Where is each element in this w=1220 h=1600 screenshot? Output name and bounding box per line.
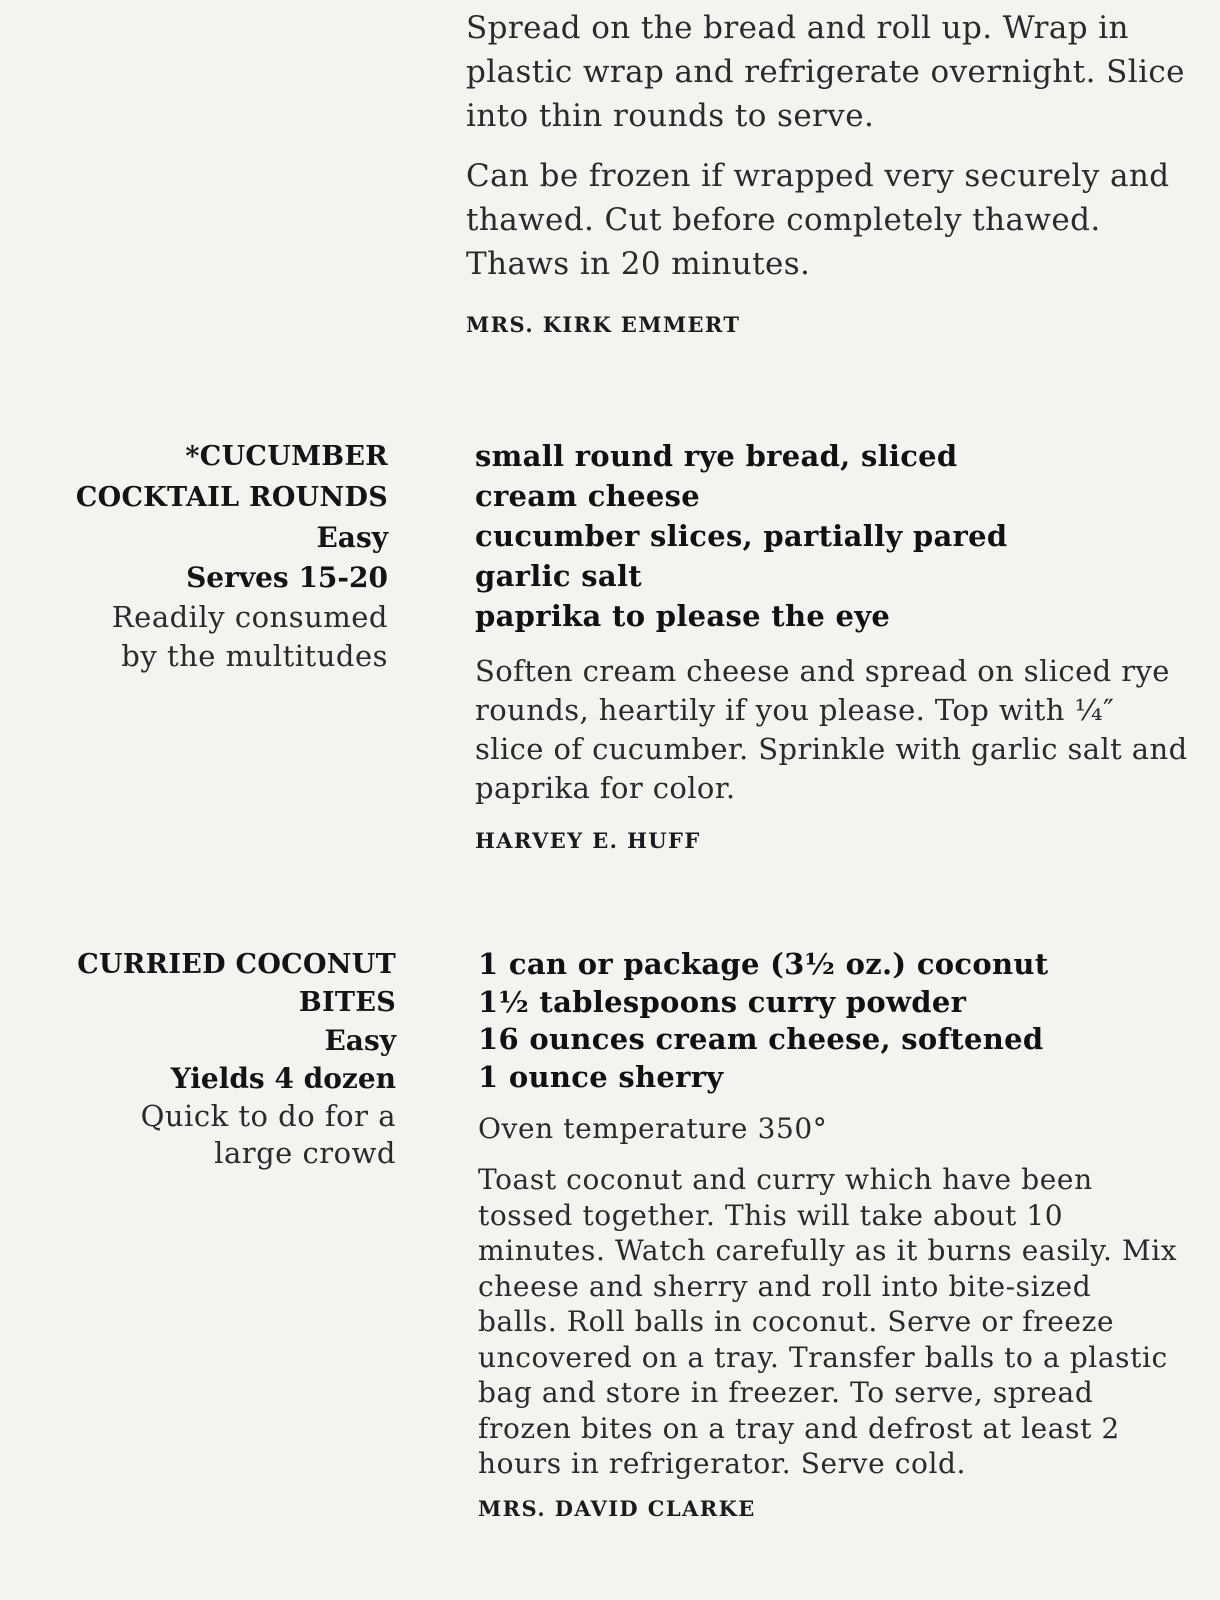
recipe-sidebar (40, 436, 388, 676)
oven-temperature: Oven temperature 350° (478, 1112, 828, 1145)
recipe-author: HARVEY E. HUFF (475, 828, 701, 853)
recipe-note-line: by the multitudes (121, 639, 388, 673)
recipe-difficulty: Easy (316, 521, 388, 554)
ingredient-item: 1½ tablespoons curry powder (478, 984, 967, 1019)
ingredient-item: paprika to please the eye (475, 599, 891, 633)
recipe-author: MRS. KIRK EMMERT (466, 312, 741, 337)
recipe-body (475, 436, 1190, 853)
recipe-title-line: *CUCUMBER (185, 441, 388, 472)
recipe-difficulty: Easy (324, 1024, 396, 1057)
recipe-note-line: Readily consumed (111, 600, 388, 634)
ingredient-list (475, 436, 1190, 636)
previous-recipe-continuation (466, 6, 1186, 337)
recipe-directions: Toast coconut and curry which have been tossed together. This will take about 10 minutes. Watch carefully as it burns easily. Mix cheese and sherry and roll into bite-sized balls. Roll balls in coconut. Serve or freeze uncovered on a tray. Transfer balls to a plastic bag and store in freezer. To serve, spread frozen bites on a tray and defrost at least 2 hours in refrigerator. Serve cold. (478, 1163, 1178, 1480)
ingredient-item: cream cheese (475, 479, 700, 513)
directions-paragraph: Spread on the bread and roll up. Wrap in plastic wrap and refrigerate overnight. Slice into thin rounds to serve. (466, 10, 1185, 134)
ingredient-item: 1 can or package (3½ oz.) coconut (478, 947, 1049, 981)
ingredient-item: small round rye bread, sliced (475, 439, 958, 473)
ingredient-item: 1 ounce sherry (478, 1059, 724, 1094)
recipe-title-line: CURRIED COCONUT (77, 949, 396, 980)
ingredient-item: cucumber slices, partially pared (475, 519, 1008, 553)
ingredient-item: garlic salt (475, 559, 642, 593)
recipe-note-line: Quick to do for a (140, 1099, 396, 1133)
ingredient-list (478, 946, 1178, 1096)
recipe-title-line: BITES (298, 987, 396, 1018)
recipe-body (478, 946, 1178, 1521)
recipe-yield: Serves 15-20 (186, 561, 388, 594)
recipe-note-line: large crowd (214, 1136, 396, 1170)
recipe-directions: Soften cream cheese and spread on sliced rye rounds, heartily if you please. Top with ¼″ slice of cucumber. Sprinkle with garlic salt and paprika for color. (475, 654, 1188, 805)
recipe-sidebar (40, 946, 396, 1172)
recipe-title-line: COCKTAIL ROUNDS (75, 482, 388, 513)
ingredient-item: 16 ounces cream cheese, softened (478, 1022, 1044, 1056)
freezing-note-paragraph: Can be frozen if wrapped very securely and thawed. Cut before completely thawed. Thaws in 20 minutes. (466, 158, 1170, 282)
recipe-author: MRS. DAVID CLARKE (478, 1495, 756, 1521)
recipe-yield: Yields 4 dozen (170, 1062, 396, 1095)
